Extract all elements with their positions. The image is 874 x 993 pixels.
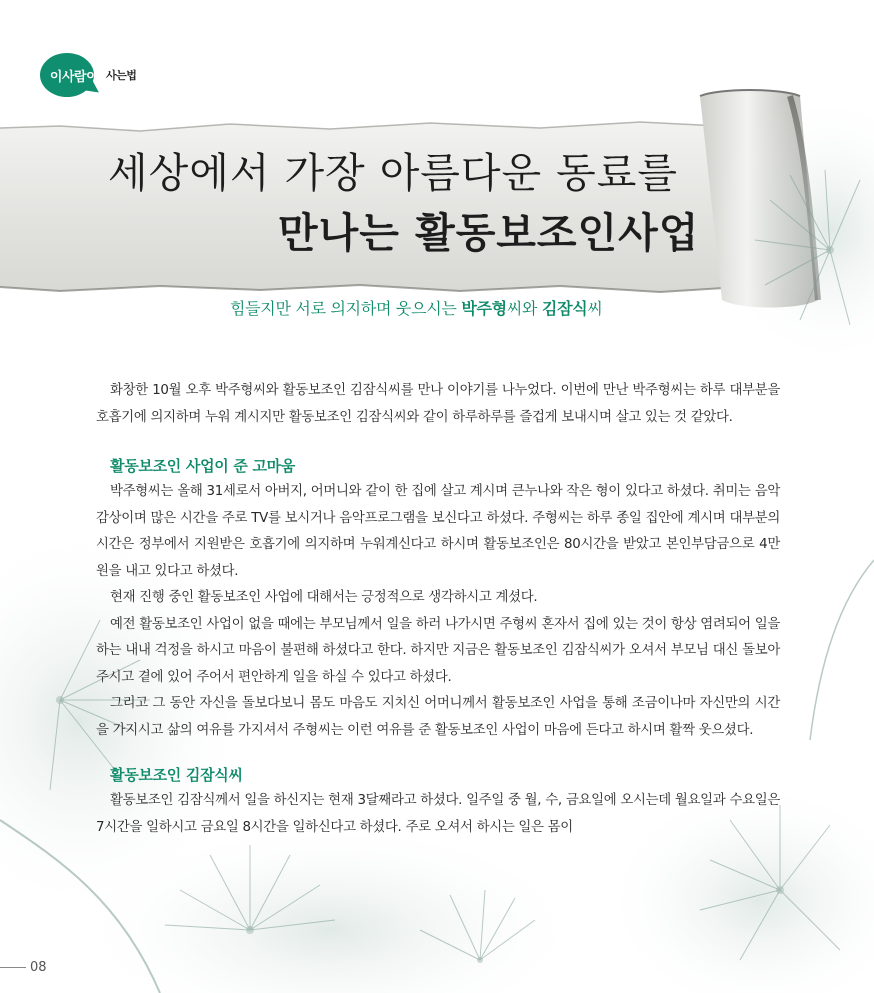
body-paragraph: 그리고 그 동안 자신을 돌보다보니 몸도 마음도 지치신 어머니께서 활동보조인 사업을 통해 조금이나마 자신만의 시간을 가지시고 삶의 여유를 가지셔서 주형씨는 이런 여유를 준 활동보조인 사업이 마음에 든다고 하시며 활짝 웃으셨다. bbox=[96, 696, 780, 738]
page-title-line-1: 세상에서 가장 아름다운 동료를 bbox=[108, 149, 678, 197]
section-heading: 활동보조인 사업이 준 고마움 bbox=[110, 457, 296, 475]
subtitle-middle: 씨와 bbox=[506, 299, 538, 318]
folio-rule bbox=[0, 967, 26, 968]
speech-bubble-icon bbox=[40, 53, 99, 97]
page-number: 08 bbox=[30, 960, 47, 975]
subtitle-prefix: 힘들지만 서로 의지하며 웃으시는 bbox=[230, 299, 457, 318]
badge-main-label: 이사람이 bbox=[49, 69, 99, 85]
body-paragraph: 예전 활동보조인 사업이 없을 때에는 부모님께서 일을 하러 나가시면 주형씨 혼자서 집에 있는 것이 항상 염려되어 일을 하는 내내 걱정을 하시고 마음이 불편해 하셨다고 한다. 하지만 지금은 활동보조인 김잠식씨가 오셔서 부모님 대신 돌보아주시고 곁에 있어 주어서 편안하게 일을 하실 수 있다고 하셨다. bbox=[96, 616, 780, 685]
page-subtitle bbox=[230, 296, 603, 319]
body-paragraph: 활동보조인 김잠식께서 일을 하신지는 현재 3달째라고 하셨다. 일주일 중 월, 수, 금요일에 오시는데 월요일과 수요일은 7시간을 일하시고 금요일 8시간을 일하신다고 하셨다. 주로 오셔서 하시는 일은 몸이 bbox=[96, 793, 780, 835]
article-body bbox=[96, 378, 780, 841]
body-paragraph: 현재 진행 중인 활동보조인 사업에 대해서는 긍정적으로 생각하시고 계셨다. bbox=[110, 590, 538, 605]
page-title-line-2: 만나는 활동보조인사업 bbox=[278, 209, 700, 257]
page-folio bbox=[0, 960, 47, 975]
body-paragraph: 박주형씨는 올해 31세로서 아버지, 어머니와 같이 한 집에 살고 계시며 큰누나와 작은 형이 있다고 하셨다. 취미는 음악 감상이며 많은 시간을 주로 TV를 보시거나 음악프로그램을 보신다고 하셨다. 주형씨는 하루 종일 집안에 계시며 대부분의 시간은 정부에서 지원받은 호흡기에 의지하며 누워계신다고 하시며 활동보조인은 80시간을 받았고 본인부담금으로 4만원을 내고 있다고 하셨다. bbox=[96, 484, 780, 579]
section-badge bbox=[40, 55, 136, 95]
intro-paragraph: 화창한 10월 오후 박주형씨와 활동보조인 김잠식씨를 만나 이야기를 나누었다. 이번에 만난 박주형씨는 하루 대부분을 호흡기에 의지하며 누워 계시지만 활동보조인 김잠식씨와 같이 하루하루를 즐겁게 보내시며 살고 있는 것 같았다. bbox=[96, 383, 780, 425]
section-heading: 활동보조인 김잠식씨 bbox=[110, 766, 243, 784]
subtitle-name-1: 박주형 bbox=[461, 299, 507, 318]
badge-sub-label: 사는법 bbox=[106, 69, 137, 82]
subtitle-suffix: 씨 bbox=[587, 299, 603, 318]
subtitle-name-2: 김잠식 bbox=[541, 299, 588, 318]
